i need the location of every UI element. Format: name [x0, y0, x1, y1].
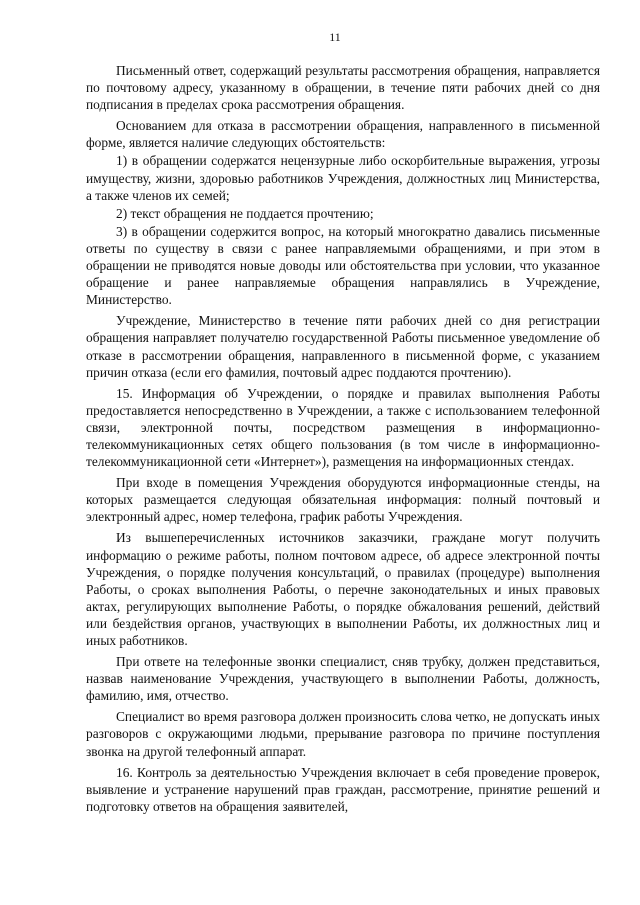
paragraph-info-sources: Из вышеперечисленных источников заказчики, граждане могут получить информацию о режиме работы, полном почтовом адресе, об адресе электронной почты Учреждения, о порядке получения консультаций, о правилах (процедуре) выполнения Работы, о сроках выполнения Работы, о перечне законодательных и иных правовых актах, регулирующих выполнение Работы, о порядке обжалования решений, действий или бездействия органов, участвующих в выполнении Работы, их должностных лиц и иных работников.	[86, 530, 600, 648]
paragraph-info-stands: При входе в помещения Учреждения оборудуются информационные стенды, на которых размещается следующая обязательная информация: полный почтовый и электронный адрес, номер телефона, график работы Учреждения.	[86, 475, 600, 525]
page-number: 11	[329, 30, 341, 44]
paragraph-refusal-item-2: 2) текст обращения не поддается прочтению;	[116, 205, 374, 221]
paragraph-phone-calls: При ответе на телефонные звонки специалист, сняв трубку, должен представиться, назвав наименование Учреждения, участвующего в выполнении Работы, должность, фамилию, имя, отчество.	[86, 654, 600, 704]
paragraph-refusal-item-1: 1) в обращении содержатся нецензурные либо оскорбительные выражения, угрозы имуществу, жизни, здоровью работников Учреждения, должностных лиц Министерства, а также членов их семей;	[86, 153, 600, 203]
paragraph-refusal-grounds: Основанием для отказа в рассмотрении обращения, направленного в письменной форме, является наличие следующих обстоятельств:	[86, 118, 600, 151]
paragraph-refusal-notice: Учреждение, Министерство в течение пяти рабочих дней со дня регистрации обращения направляет получателю государственной Работы письменное уведомление об отказе в рассмотрении обращения, направленного в письменной форме, с указанием причин отказа (если его фамилия, почтовый адрес поддаются прочтению).	[86, 313, 600, 380]
paragraph-specialist-speech: Специалист во время разговора должен произносить слова четко, не допускать иных разговоров с окружающими людьми, прерывание разговора по причине поступления звонка на другой телефонный аппарат.	[86, 709, 601, 759]
paragraph-written-answer: Письменный ответ, содержащий результаты рассмотрения обращения, направляется по почтовому адресу, указанному в обращении, в течение пяти рабочих дней со дня подписания в пределах срока рассмотрения обращения.	[86, 63, 600, 113]
paragraph-refusal-item-3: 3) в обращении содержится вопрос, на который многократно давались письменные ответы по существу в связи с ранее направляемыми обращениями, и при этом в обращении не приводятся новые доводы или обстоятельства при условии, что указанное обращение и ранее направляемые обращения направлялись в Учреждение, Министерство.	[86, 223, 600, 308]
paragraph-section-16: 16. Контроль за деятельностью Учреждения включает в себя проведение проверок, выявление и устранение нарушений прав граждан, рассмотрение, принятие решений и подготовку ответов на обращения заявителей,	[86, 764, 600, 814]
paragraph-section-15: 15. Информация об Учреждении, о порядке и правилах выполнения Работы предоставляется непосредственно в Учреждении, а также с использованием телефонной связи, электронной почты, посредством размещения в информационно-телекоммуникационных сетях общего пользования (в том числе в информационно-телекоммуникационной сети «Интернет»), размещения на информационных стендах.	[86, 385, 600, 470]
